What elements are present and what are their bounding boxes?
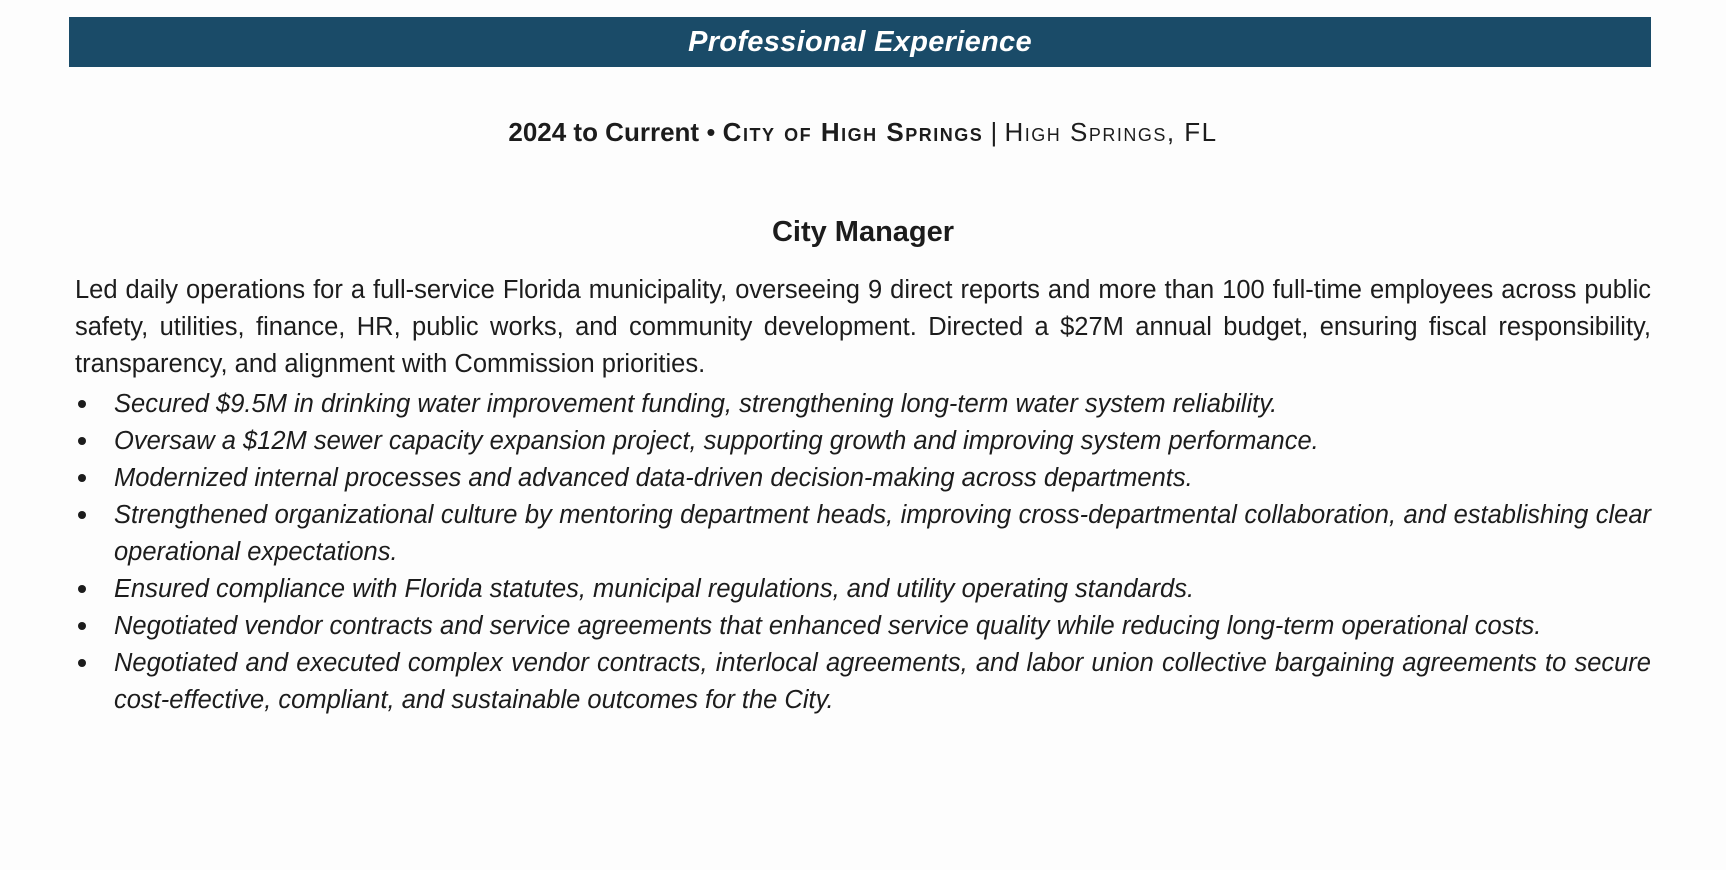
job-header-line bbox=[0, 117, 1726, 148]
list-item bbox=[75, 608, 1651, 645]
list-item-text: Negotiated and executed complex vendor contracts, interlocal agreements, and labor union collective bargaining agreements to secure cost-effective, compliant, and sustainable outcomes for the City. bbox=[114, 649, 1651, 714]
divider: | bbox=[990, 117, 998, 147]
list-item bbox=[75, 571, 1651, 608]
bullet-dot-icon bbox=[78, 622, 86, 630]
list-item bbox=[75, 386, 1651, 423]
job-title: City Manager bbox=[771, 216, 955, 248]
job-summary: Led daily operations for a full-service Florida municipality, overseeing 9 direct reports and more than 100 full-time employees across public safety, utilities, finance, HR, public works, and community development. Directed a $27M annual budget, ensuring fiscal responsibility, transparency, and alignment with Commission priorities. bbox=[75, 276, 1651, 378]
section-header-bar bbox=[69, 17, 1651, 67]
list-item-text: Modernized internal processes and advanced data-driven decision-making across departments. bbox=[114, 464, 1193, 492]
list-item-text: Ensured compliance with Florida statutes, municipal regulations, and utility operating standards. bbox=[114, 575, 1195, 603]
section-title: Professional Experience bbox=[688, 25, 1032, 58]
list-item-text: Oversaw a $12M sewer capacity expansion project, supporting growth and improving system performance. bbox=[114, 427, 1319, 455]
list-item-text: Secured $9.5M in drinking water improvement funding, strengthening long-term water system reliability. bbox=[114, 390, 1278, 418]
bullet-separator: • bbox=[706, 117, 716, 147]
job-location: High Springs, FL bbox=[1004, 117, 1218, 147]
bullet-dot-icon bbox=[78, 511, 86, 519]
list-item bbox=[75, 645, 1651, 719]
bullet-dot-icon bbox=[78, 437, 86, 445]
list-item bbox=[75, 460, 1651, 497]
bullet-dot-icon bbox=[78, 474, 86, 482]
list-item bbox=[75, 497, 1651, 571]
list-item bbox=[75, 423, 1651, 460]
job-dates: 2024 to Current bbox=[508, 117, 700, 147]
bullet-dot-icon bbox=[78, 585, 86, 593]
bullet-dot-icon bbox=[78, 659, 86, 667]
employer-name: City of High Springs bbox=[722, 117, 984, 147]
bullet-dot-icon bbox=[78, 400, 86, 408]
accomplishments-list bbox=[75, 386, 1651, 719]
list-item-text: Strengthened organizational culture by mentoring department heads, improving cross-departmental collaboration, and establishing clear operational expectations. bbox=[114, 501, 1651, 566]
list-item-text: Negotiated vendor contracts and service agreements that enhanced service quality while reducing long-term operational costs. bbox=[114, 612, 1542, 640]
